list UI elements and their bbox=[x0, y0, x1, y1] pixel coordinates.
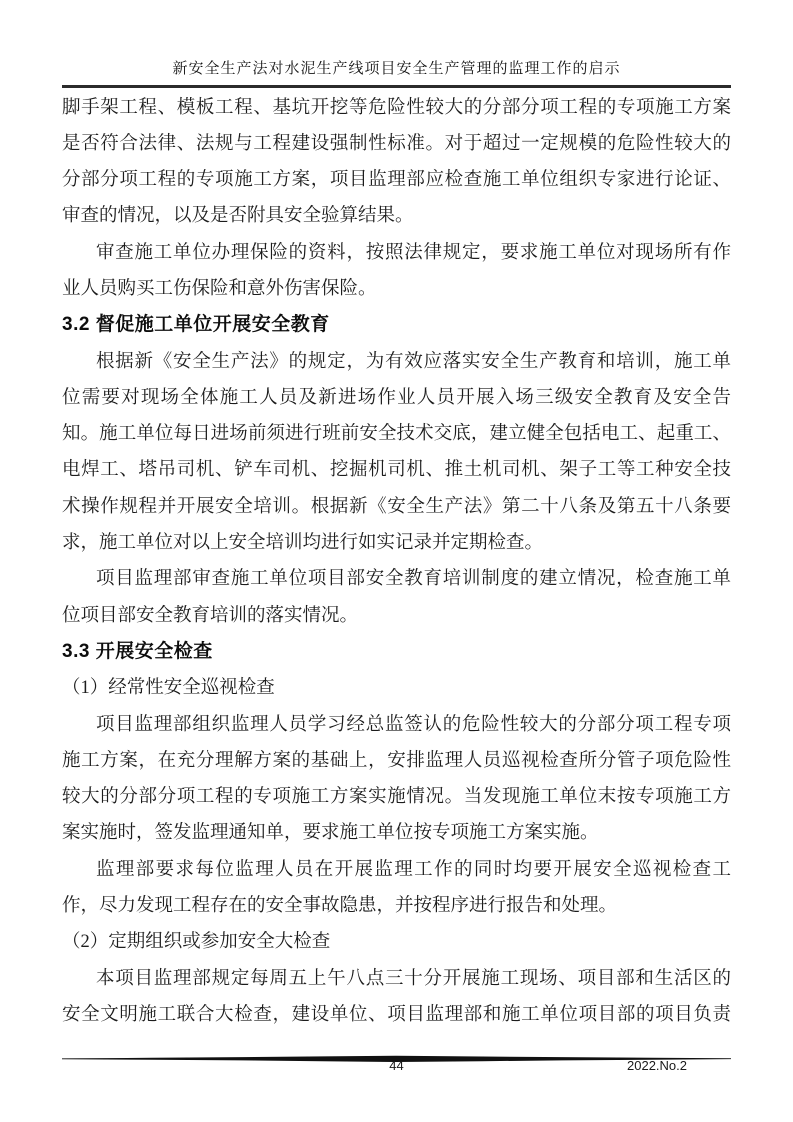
subitem-1: （1）经常性安全巡视检查 bbox=[62, 678, 275, 699]
body-line: 根据新《安全生产法》的规定，为有效应落实安全生产教育和培训，施工单 bbox=[96, 351, 731, 372]
issue-label: 2022.No.2 bbox=[627, 1058, 687, 1073]
body-line: 施工方案，在充分理解方案的基础上，安排监理人员巡视检查所分管子项危险性 bbox=[62, 750, 731, 771]
article-body bbox=[62, 90, 731, 1034]
section-heading-3-3: 3.3 开展安全检查 bbox=[62, 640, 213, 662]
body-line: 审查施工单位办理保险的资料，按照法律规定，要求施工单位对现场所有作 bbox=[96, 242, 731, 263]
body-line: 监理部要求每位监理人员在开展监理工作的同时均要开展安全巡视检查工 bbox=[96, 859, 731, 880]
body-line: 较大的分部分项工程的专项施工方案实施情况。当发现施工单位末按专项施工方 bbox=[62, 787, 731, 808]
section-heading-3-2: 3.2 督促施工单位开展安全教育 bbox=[62, 314, 330, 336]
body-line: 脚手架工程、模板工程、基坑开挖等危险性较大的分部分项工程的专项施工方案 bbox=[62, 97, 731, 118]
body-line: 作，尽力发现工程存在的安全事故隐患，并按程序进行报告和处理。 bbox=[62, 896, 618, 917]
body-line: 案实施时，签发监理通知单，要求施工单位按专项施工方案实施。 bbox=[62, 823, 599, 844]
footer-rule bbox=[62, 1050, 731, 1058]
header-rule bbox=[62, 85, 731, 88]
body-line: 位需要对现场全体施工人员及新进场作业人员开展入场三级安全教育及安全告 bbox=[62, 387, 731, 408]
body-line: 知。施工单位每日进场前须进行班前安全技术交底，建立健全包括电工、起重工、 bbox=[62, 424, 731, 445]
body-line: 分部分项工程的专项施工方案，项目监理部应检查施工单位组织专家进行论证、 bbox=[62, 170, 731, 191]
page-content bbox=[62, 0, 731, 1033]
page-footer bbox=[62, 1058, 731, 1076]
body-line: 项目监理部组织监理人员学习经总监签认的危险性较大的分部分项工程专项 bbox=[96, 714, 731, 735]
body-line: 位项目部安全教育培训的落实情况。 bbox=[62, 605, 359, 626]
body-line: 业人员购买工伤保险和意外伤害保险。 bbox=[62, 278, 377, 299]
body-line: 求，施工单位对以上安全培训均进行如实记录并定期检查。 bbox=[62, 533, 544, 554]
subitem-2: （2）定期组织或参加安全大检查 bbox=[62, 932, 331, 953]
body-line: 是否符合法律、法规与工程建设强制性标准。对于超过一定规模的危险性较大的 bbox=[62, 133, 731, 154]
body-line: 审查的情况，以及是否附具安全验算结果。 bbox=[62, 206, 414, 227]
body-line: 术操作规程并开展安全培训。根据新《安全生产法》第二十八条及第五十八条要 bbox=[62, 496, 731, 517]
running-header-title: 新安全生产法对水泥生产线项目安全生产管理的监理工作的启示 bbox=[172, 61, 621, 77]
body-line: 电焊工、塔吊司机、铲车司机、挖掘机司机、推土机司机、架子工等工种安全技 bbox=[62, 460, 731, 481]
body-line: 本项目监理部规定每周五上午八点三十分开展施工现场、项目部和生活区的 bbox=[96, 968, 731, 989]
page-number: 44 bbox=[389, 1058, 404, 1073]
body-line: 项目监理部审查施工单位项目部安全教育培训制度的建立情况，检查施工单 bbox=[96, 569, 731, 590]
body-line: 安全文明施工联合大检查，建设单位、项目监理部和施工单位项目部的项目负责 bbox=[62, 1004, 731, 1025]
